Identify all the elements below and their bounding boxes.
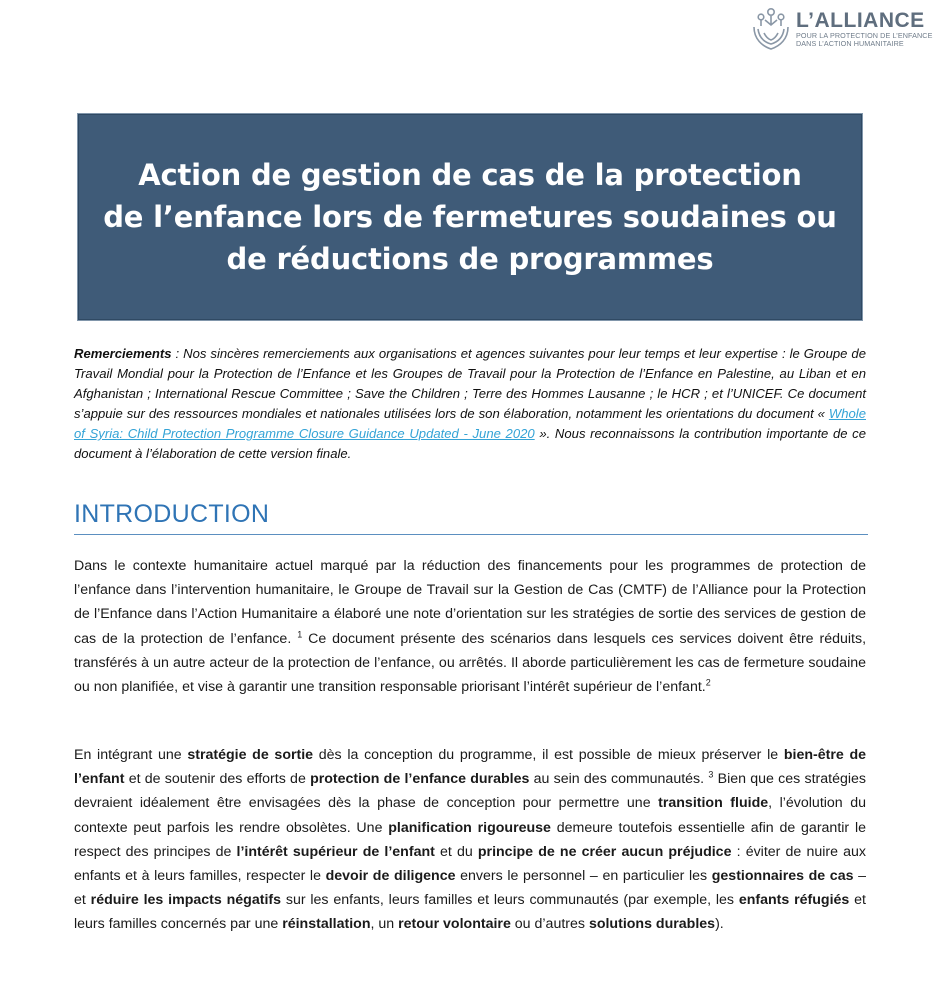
title-line-2: de l’enfance lors de fermetures soudaines ou (103, 200, 837, 234)
paragraph-text: ou d’autres (510, 916, 589, 933)
paragraph-text: – et (74, 868, 866, 909)
paragraph-text: Ce document présente des scénarios dans lesquels ces services doivent être réduits, transférés à un autre acteur de la protection de l’enfance, ou arrêtés. Il aborde particulièrement les cas de fermeture soudaine ou non planifiée, et vise à garantir une transition responsable priorisant l’intérêt supérieur de l’enfant. (74, 630, 867, 696)
title-line-3: de réductions de programmes (226, 242, 714, 276)
bold-term: l’intérêt supérieur de l’enfant (236, 843, 435, 860)
bold-term: gestionnaires de cas (711, 868, 854, 885)
intro-paragraph-2 (74, 743, 866, 937)
bold-term: solutions durables (588, 916, 716, 933)
bold-term: devoir de diligence (325, 868, 456, 885)
paragraph-text: au sein des communautés. (529, 771, 709, 788)
acknowledgements-label: Remerciements (74, 346, 172, 361)
bold-term: protection de l’enfance durables (310, 771, 530, 788)
paragraph-text: , un (370, 916, 399, 933)
footnote-ref-2[interactable]: 2 (705, 677, 711, 688)
acknowledgements-text-end: ». Nous reconnaissons la contribution importante de ce document à l’élaboration de cette version finale. (74, 426, 866, 461)
acknowledgements-paragraph (74, 344, 866, 464)
paragraph-text: : éviter de nuire aux enfants et à leurs familles, respecter le (74, 843, 867, 885)
logo-subtitle-line1: POUR LA PROTECTION DE L’ENFANCE (796, 30, 933, 40)
logo-title: L’ALLIANCE (796, 8, 925, 32)
bold-term: bien-être de l’enfant (74, 747, 867, 788)
paragraph-text: et leurs familles concernés par une (74, 892, 866, 933)
paragraph-text: sur les enfants, leurs familles et leurs communautés (par exemple, les (281, 892, 739, 909)
alliance-logo (750, 4, 932, 54)
footnote-ref-1[interactable]: 1 (297, 628, 303, 639)
paragraph-text: ). (715, 916, 724, 933)
bold-term: retour volontaire (398, 916, 511, 933)
bold-term: principe de ne créer aucun préjudice (477, 843, 732, 860)
paragraph-text: envers le personnel – en particulier les (455, 868, 712, 885)
footnote-ref-3[interactable]: 3 (708, 769, 714, 780)
paragraph-text: Bien que ces stratégies devraient idéalement être envisagées dès la phase de conception pour permettre une (74, 771, 866, 812)
bold-term: planification rigoureuse (388, 819, 551, 836)
paragraph-text: dès la conception du programme, il est possible de mieux préserver le (313, 747, 784, 763)
paragraph-text: En intégrant une (74, 747, 188, 763)
title-line-1: Action de gestion de cas de la protection (138, 158, 802, 192)
bold-term: transition fluide (658, 795, 769, 812)
intro-paragraph-1 (74, 554, 866, 699)
bold-term: réduire les impacts négatifs (90, 892, 282, 909)
acknowledgements-text: : Nos sincères remerciements aux organisations et agences suivantes pour leur temps et leur expertise : le Groupe de Travail Mondial pour la Protection de l’Enfance et les Groupes de Travail pour la Protection de l’Enfance en Palestine, au Liban et en Afghanistan ; International Rescue Committee ; Save the Children ; Terre des Hommes Lausanne ; le HCR ; et l’UNICEF. Ce document s’appuie sur des ressources mondiales et nationales utilisées lors de son élaboration, notamment les orientations du document « (74, 346, 866, 421)
paragraph-text: et de soutenir des efforts de (124, 771, 311, 788)
bold-term: enfants réfugiés (738, 892, 850, 909)
bold-term: réinstallation (282, 916, 371, 933)
title-banner (77, 113, 863, 321)
section-heading-text: INTRODUCTION (74, 500, 270, 528)
paragraph-text: Dans le contexte humanitaire actuel marqué par la réduction des financements pour les programmes de protection de l’enfance dans l’intervention humanitaire, le Groupe de Travail sur la Gestion de Cas (CMTF) de l’Alliance pour la Protection de l’Enfance dans l’Action Humanitaire a élaboré une note d’orientation sur les stratégies de sortie des services de gestion de cas de la protection de l’enfance. (74, 558, 866, 647)
paragraph-text: , l’évolution du contexte peut parfois les rendre obsolètes. Une (74, 795, 867, 836)
document-title (90, 154, 850, 280)
paragraph-text: et du (434, 843, 478, 860)
alliance-logo-icon (750, 5, 792, 53)
introduction-heading (74, 497, 868, 535)
paragraph-text: demeure toutefois essentielle afin de garantir le respect des principes de (74, 819, 866, 860)
bold-term: stratégie de sortie (187, 747, 314, 763)
logo-subtitle-line2: DANS L’ACTION HUMANITAIRE (796, 39, 904, 48)
guidance-document-link[interactable]: Whole of Syria: Child Protection Programme Closure Guidance Updated - June 2020 (74, 406, 866, 441)
